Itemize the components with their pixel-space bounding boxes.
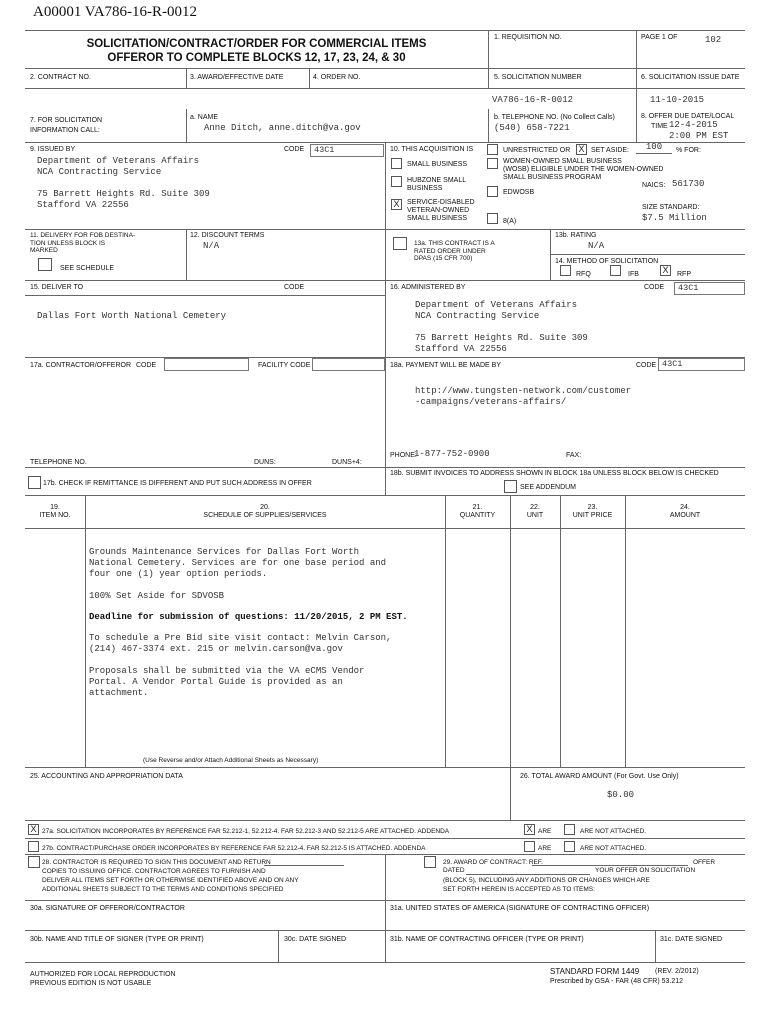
see-schedule-label: SEE SCHEDULE (60, 265, 115, 272)
block14-label: 14. METHOD OF SOLICITATION (555, 258, 659, 265)
percent-for-label: % FOR: (676, 147, 701, 154)
form-title-block (25, 37, 488, 65)
block29-text: (BLOCK 5), INCLUDING ANY ADDITIONS OR CHANGES WHICH ARE SET FORTH HEREIN IS ACCEPTED AS TO ITEMS: (443, 877, 650, 893)
block7-label: 7. FOR SOLICITATION INFORMATION CALL: (30, 117, 103, 134)
naics-label: NAICS: (642, 182, 666, 189)
deliver-to: Dallas Fort Worth National Cemetery (37, 311, 227, 321)
solicitation-issue-date: 11-10-2015 (650, 95, 705, 105)
small-business-checkbox[interactable] (391, 158, 402, 169)
rfq-checkbox[interactable] (560, 265, 571, 276)
offer-due-date: 12-4-2015 (669, 120, 718, 130)
facility-code-label: FACILITY CODE (258, 362, 311, 369)
block8-time-label: TIME (651, 123, 668, 130)
unrestricted-checkbox[interactable] (487, 144, 498, 155)
block9-code-label: CODE (284, 146, 305, 153)
col-unit: 22. UNIT (526, 504, 544, 519)
document-id: A00001 VA786-16-R-0012 (33, 4, 198, 20)
block27a-checkbox[interactable]: X (28, 824, 39, 835)
block17b-label: 17b. CHECK IF REMITTANCE IS DIFFERENT AND PUT SUCH ADDRESS IN OFFER (43, 480, 312, 487)
issued-by-address: Department of Veterans Affairs NCA Contracting Service 75 Barrett Heights Rd. Suite 309 Stafford VA 22556 (37, 156, 210, 210)
block18b-label: 18b. SUBMIT INVOICES TO ADDRESS SHOWN IN BLOCK 18a UNLESS BLOCK BELOW IS CHECKED (390, 470, 719, 477)
unrestricted-label: UNRESTRICTED OR (503, 147, 571, 154)
schedule-deadline: Deadline for submission of questions: 11/20/2015, 2 PM EST. (89, 612, 408, 622)
block30a-label: 30a. SIGNATURE OF OFFEROR/CONTRACTOR (30, 905, 185, 912)
line (25, 820, 745, 821)
block18a-label: 18a. PAYMENT WILL BE MADE BY (390, 362, 501, 369)
block8-label: 8. OFFER DUE DATE/LOCAL (641, 113, 735, 120)
hubzone-checkbox[interactable] (391, 176, 402, 187)
line (25, 528, 745, 529)
payment-url: http://www.tungsten-network.com/customer -campaigns/veterans-affairs/ (415, 386, 632, 407)
offer-label: OFFER (693, 859, 716, 866)
line (278, 930, 279, 962)
line (488, 30, 489, 88)
col-schedule: 20. SCHEDULE OF SUPPLIES/SERVICES (203, 504, 327, 519)
line (309, 68, 310, 88)
block13b-label: 13b. RATING (555, 232, 597, 239)
block28-label: 28. CONTRACTOR IS REQUIRED TO SIGN THIS DOCUMENT AND RETURN (42, 859, 271, 866)
line (25, 68, 745, 69)
dated-blank (466, 874, 590, 875)
line (25, 88, 745, 89)
block16-label: 16. ADMINISTERED BY (390, 284, 466, 291)
footer-revision: (REV. 2/2012) (655, 968, 699, 975)
block7b-label: b. TELEPHONE NO. (No Collect Calls) (494, 114, 615, 121)
duns-label: DUNS: (254, 459, 276, 466)
reverse-note: (Use Reverse and/or Attach Additional Sheets as Necessary) (143, 757, 319, 764)
line (25, 962, 745, 963)
8a-label: 8(A) (503, 218, 517, 225)
see-addendum-checkbox[interactable] (504, 480, 517, 493)
sdvosb-label: SERVICE-DISABLED VETERAN-OWNED SMALL BUSINESS (407, 199, 475, 222)
form-title: SOLICITATION/CONTRACT/ORDER FOR COMMERCIAL ITEMS (86, 38, 427, 50)
line (25, 295, 385, 296)
hubzone-label: HUBZONE SMALL BUSINESS (407, 177, 467, 192)
phone-label: PHONE: (390, 452, 417, 459)
line (385, 467, 386, 495)
line (445, 495, 446, 767)
set-aside-checkbox[interactable]: X (576, 144, 587, 155)
rated-order-checkbox[interactable] (393, 237, 407, 250)
offer-due-time: 2:00 PM EST (669, 131, 729, 141)
block17a-code-label: CODE (136, 362, 157, 369)
footer-form-name: STANDARD FORM 1449 (550, 967, 640, 976)
see-schedule-checkbox[interactable] (38, 258, 52, 271)
edwosb-checkbox[interactable] (487, 186, 498, 197)
contractor-code[interactable] (164, 358, 249, 371)
line (510, 495, 511, 767)
block7a-label: a. NAME (190, 114, 219, 121)
total-award-amount: $0.00 (607, 790, 635, 800)
8a-checkbox[interactable] (487, 213, 498, 224)
block27b-checkbox[interactable] (28, 841, 39, 852)
27a-are-not-checkbox[interactable] (564, 824, 575, 835)
line (186, 109, 187, 142)
size-standard-value: $7.5 Million (642, 213, 707, 223)
27a-are-checkbox[interactable]: X (524, 824, 535, 835)
contact-name: Anne Ditch, anne.ditch@va.gov (204, 123, 361, 133)
line (385, 854, 386, 962)
telephone-label: TELEPHONE NO. (30, 459, 87, 466)
line (560, 495, 561, 767)
block28-checkbox[interactable] (28, 856, 40, 868)
solicitation-number: VA786-16-R-0012 (492, 95, 574, 105)
line (385, 142, 386, 467)
block11-label: 11. DELIVERY FOR FOB DESTINA- TION UNLESS BLOCK IS MARKED (30, 232, 136, 254)
col-amount: 24. AMOUNT (669, 504, 701, 519)
rfq-label: RFQ (576, 271, 591, 278)
form-subtitle: OFFEROR TO COMPLETE BLOCKS 12, 17, 23, 24, & 30 (107, 52, 406, 64)
line (186, 68, 187, 88)
block27b-label: 27b. CONTRACT/PURCHASE ORDER INCORPORATES BY REFERENCE FAR 52.212-4. FAR 52.212-5 IS ATTACHED. ADDENDA (42, 845, 426, 852)
schedule-site-visit: To schedule a Pre Bid site visit contact: Melvin Carson, (214) 467-3374 ext. 215 or melvin.carson@va.gov (89, 633, 392, 654)
line (636, 30, 637, 142)
copies-blank (264, 865, 344, 866)
col-quantity: 21. QUANTITY (459, 504, 496, 519)
block3-label: 3. AWARD/EFFECTIVE DATE (190, 74, 284, 81)
page-total: 102 (705, 35, 722, 45)
block18a-code: 43C1 (658, 358, 745, 371)
block16-code-label: CODE (644, 284, 665, 291)
line (25, 30, 745, 31)
27b-are-label: ARE (538, 845, 552, 852)
block30b-label: 30b. NAME AND TITLE OF SIGNER (TYPE OR PRINT) (30, 936, 204, 943)
line (85, 495, 86, 767)
block15-label: 15. DELIVER TO (30, 284, 84, 291)
line (625, 495, 626, 767)
small-business-label: SMALL BUSINESS (407, 161, 468, 168)
27b-are-not-label: ARE NOT ATTACHED. (580, 845, 647, 852)
27a-are-not-label: ARE NOT ATTACHED. (580, 828, 647, 835)
block2-label: 2. CONTRACT NO. (30, 74, 91, 81)
block31a-label: 31a. UNITED STATES OF AMERICA (SIGNATURE OF CONTRACTING OFFICER) (390, 905, 650, 912)
block17a-label: 17a. CONTRACTOR/OFFEROR (30, 362, 131, 369)
naics-value: 561730 (672, 179, 705, 189)
block12-label: 12. DISCOUNT TERMS (190, 232, 265, 239)
block18a-code-label: CODE (636, 362, 657, 369)
line (488, 109, 489, 142)
facility-code[interactable] (312, 358, 385, 371)
block9-code: 43C1 (310, 144, 384, 157)
line (510, 767, 511, 820)
rating-value: N/A (588, 241, 605, 251)
line (25, 495, 745, 496)
footer-reproduction: AUTHORIZED FOR LOCAL REPRODUCTION PREVIOUS EDITION IS NOT USABLE (30, 971, 176, 987)
sdvosb-checkbox[interactable]: X (391, 199, 402, 210)
block27a-label: 27a. SOLICITATION INCORPORATES BY REFERENCE FAR 52.212-1, 52.212-4. FAR 52.212-3 AND 52.212-5 ARE ATTACHED. ADDENDA (42, 828, 450, 835)
block16-code: 43C1 (674, 282, 745, 295)
block28-text: COPIES TO ISSUING OFFICE. CONTRACTOR AGREES TO FURNISH AND DELIVER ALL ITEMS SET FORTH OR OTHERWISE IDENTIFIED ABOVE AND ON ANY ADDITIONAL SHEETS SUBJECT TO THE TERMS AND CONDITIONS SPECIFIED (42, 868, 299, 893)
block1-label: 1. REQUISITION NO. (494, 34, 562, 41)
rfp-label: RFP (677, 271, 691, 278)
remittance-checkbox[interactable] (28, 476, 41, 489)
dated-label: DATED (443, 867, 465, 874)
block6-label: 6. SOLICITATION ISSUE DATE (641, 74, 740, 81)
block26-label: 26. TOTAL AWARD AMOUNT (For Govt. Use Only) (520, 773, 679, 780)
page-label: PAGE 1 OF (641, 34, 678, 41)
27b-are-checkbox[interactable] (524, 841, 535, 852)
27a-are-label: ARE (538, 828, 552, 835)
wosb-label: WOMEN-OWNED SMALL BUSINESS (WOSB) ELIGIBLE UNDER THE WOMEN-OWNED SMALL BUSINESS PROGRAM (503, 158, 664, 181)
fax-label: FAX: (566, 452, 582, 459)
schedule-set-aside: 100% Set Aside for SDVOSB (89, 591, 225, 601)
ref-blank (532, 865, 688, 866)
payment-phone: 1-877-752-0900 (414, 449, 490, 459)
block31c-label: 31c. DATE SIGNED (660, 936, 723, 943)
block29-checkbox[interactable] (424, 856, 436, 868)
col-unit-price: 23. UNIT PRICE (572, 504, 613, 519)
edwosb-label: EDWOSB (503, 189, 535, 196)
line (25, 838, 745, 839)
line (550, 254, 745, 255)
wosb-checkbox[interactable] (487, 158, 498, 169)
contact-phone: (540) 658-7221 (494, 123, 570, 133)
schedule-description: Grounds Maintenance Services for Dallas Fort Worth National Cemetery. Services are for one base period and four one (1) year option periods. (89, 547, 387, 579)
block10-label: 10. THIS ACQUISITION IS (390, 146, 474, 153)
block25-label: 25. ACCOUNTING AND APPROPRIATION DATA (30, 773, 183, 780)
block31b-label: 31b. NAME OF CONTRACTING OFFICER (TYPE OR PRINT) (390, 936, 584, 943)
see-addendum-label: SEE ADDENDUM (520, 484, 577, 491)
line (186, 229, 187, 280)
block29-mid: YOUR OFFER ON SOLICITATION (595, 867, 696, 874)
col-item-no: 19. ITEM NO. (39, 504, 71, 519)
footer-prescribed: Prescribed by GSA - FAR (48 CFR) 53.212 (550, 978, 684, 985)
block30c-label: 30c. DATE SIGNED (284, 936, 347, 943)
schedule-proposals: Proposals shall be submitted via the VA eCMS Vendor Portal. A Vendor Portal Guide is provided as an attachment. (89, 666, 365, 698)
ifb-checkbox[interactable] (610, 265, 621, 276)
ifb-label: IFB (628, 271, 639, 278)
line (655, 930, 656, 962)
block9-label: 9. ISSUED BY (30, 146, 76, 153)
block4-label: 4. ORDER NO. (313, 74, 361, 81)
block13a-label: 13a. THIS CONTRACT IS A RATED ORDER UNDER DPAS (15 CFR 700) (414, 240, 495, 262)
duns4-label: DUNS+4: (332, 459, 362, 466)
administered-by-address: Department of Veterans Affairs NCA Contracting Service 75 Barrett Heights Rd. Suite 309 Stafford VA 22556 (415, 300, 588, 354)
set-aside-label: SET ASIDE: (591, 147, 629, 154)
set-aside-percent: 100 (636, 142, 672, 154)
block5-label: 5. SOLICITATION NUMBER (494, 74, 582, 81)
size-standard-label: SIZE STANDARD: (642, 204, 700, 211)
27b-are-not-checkbox[interactable] (564, 841, 575, 852)
discount-terms: N/A (203, 241, 220, 251)
block15-code-label: CODE (284, 284, 305, 291)
line (25, 767, 745, 768)
block29-label: 29. AWARD OF CONTRACT: REF. (443, 859, 543, 866)
rfp-checkbox[interactable]: X (660, 265, 671, 276)
